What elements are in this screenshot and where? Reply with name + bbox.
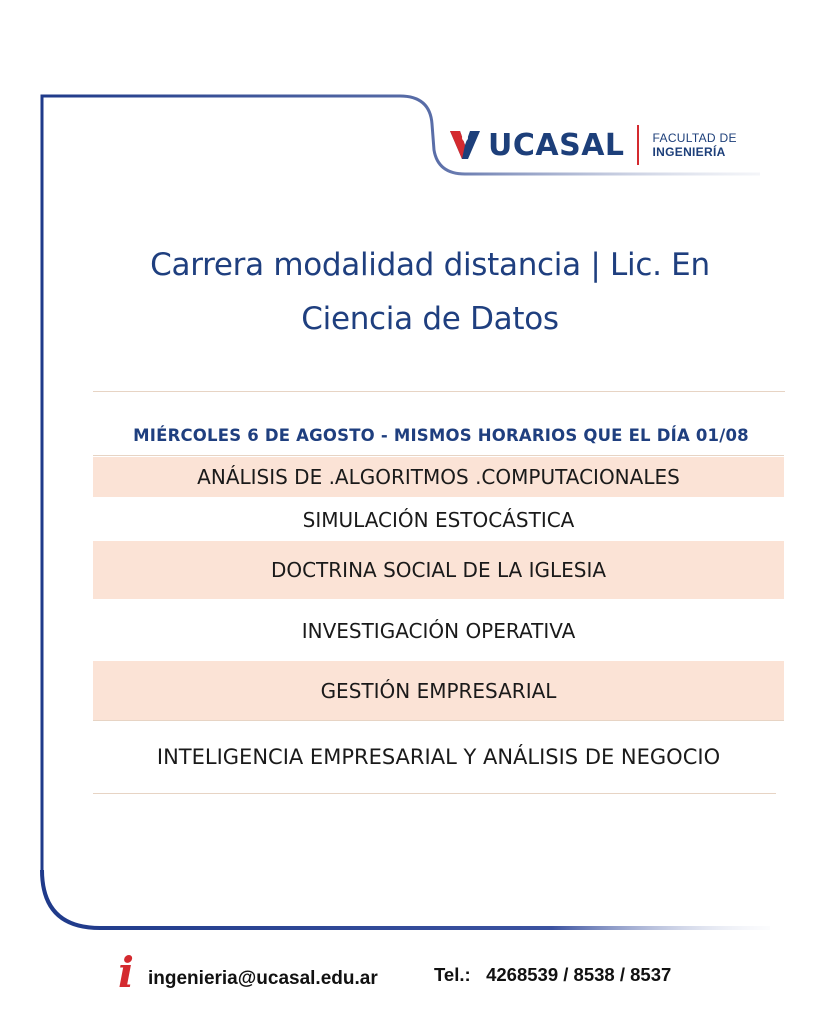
tel-label: Tel.: [434,964,471,985]
faculty-line1: FACULTAD DE [652,131,737,145]
subject-row [93,457,784,497]
bottom-divider [93,793,776,794]
contact-phone [434,964,671,986]
subject-name: GESTIÓN EMPRESARIAL [320,678,557,703]
ucasal-logo [450,122,737,168]
subject-row [93,661,784,720]
subject-name: INTELIGENCIA EMPRESARIAL Y ANÁLISIS DE NEGOCIO [156,745,721,769]
schedule-date-header: MIÉRCOLES 6 DE AGOSTO - MISMOS HORARIOS QUE EL DÍA 01/08 [133,426,749,445]
table-top-line [93,455,784,456]
title-line2: Ciencia de Datos [301,301,559,337]
subject-name: ANÁLISIS DE .ALGORITMOS .COMPUTACIONALES [197,465,680,489]
title-line1: Carrera modalidad distancia | Lic. En [150,247,710,283]
subject-name: INVESTIGACIÓN OPERATIVA [301,619,576,643]
tel-numbers: 4268539 / 8538 / 8537 [486,964,672,985]
subject-name: DOCTRINA SOCIAL DE LA IGLESIA [270,558,607,582]
faculty-label [653,131,737,159]
logo-divider [637,125,639,165]
contact-email[interactable]: ingenieria@ucasal.edu.ar [148,968,378,989]
subject-row [93,601,784,661]
brand-name: UCASAL [488,127,625,163]
faculty-line2: INGENIERÍA [652,145,726,159]
info-i-icon: i [118,948,134,997]
subject-row [93,499,784,541]
row-divider [93,720,784,721]
page-title [110,238,750,346]
subject-row [93,724,784,790]
subject-row [93,541,784,599]
subject-name: SIMULACIÓN ESTOCÁSTICA [302,508,575,532]
top-divider [93,391,785,392]
ucasal-emblem-icon [450,129,480,161]
